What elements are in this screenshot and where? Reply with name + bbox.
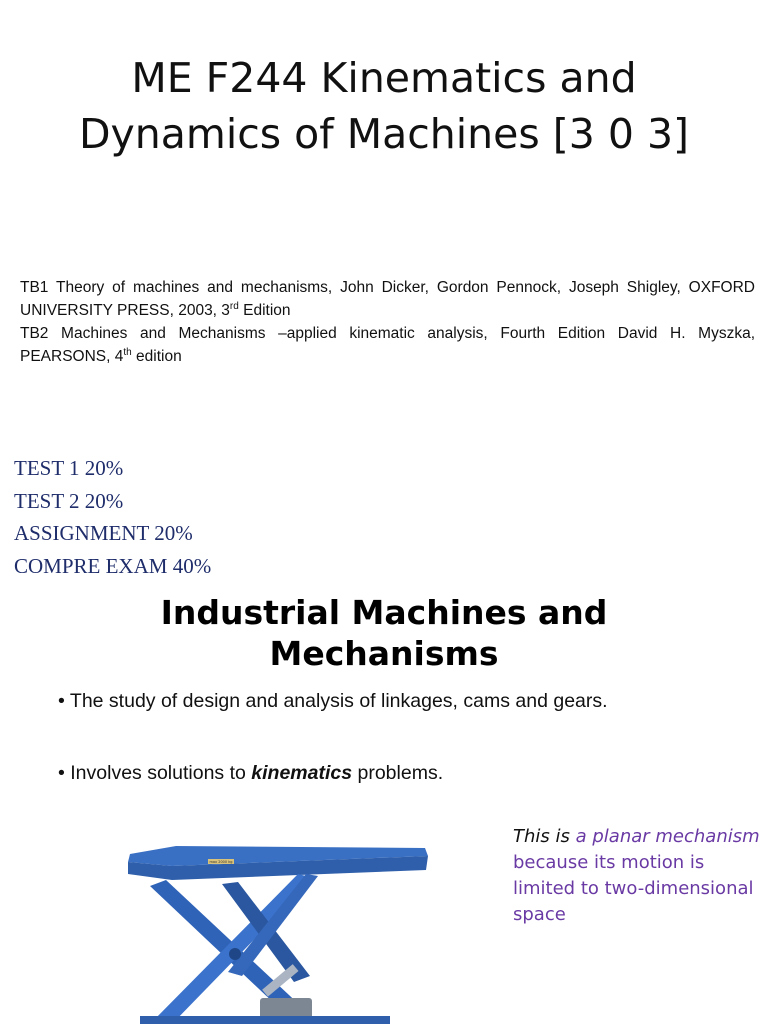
- grading-item-test2: TEST 2 20%: [14, 488, 124, 513]
- bullet-item-kinematics: • Involves solutions to kinematics problems.: [58, 762, 444, 784]
- grading-item-assignment: ASSIGNMENT 20%: [14, 521, 193, 545]
- textbook-references: [20, 276, 755, 368]
- reference-tb1: TB1 Theory of machines and mechanisms, John Dicker, Gordon Pennock, Joseph Shigley, OXFORD UNIVERSITY PRESS, 2003, 3rd Edition: [20, 279, 755, 319]
- bullet-item-study: • The study of design and analysis of linkages, cams and gears.: [58, 690, 608, 712]
- pivot-joint: [229, 948, 241, 960]
- reference-tb2: TB2 Machines and Mechanisms –applied kinematic analysis, Fourth Edition David H. Myszka, PEARSONS, 4th edition: [20, 325, 755, 365]
- grading-scheme: [14, 452, 211, 582]
- kinematics-keyword: kinematics: [251, 762, 353, 784]
- planar-mechanism-note: This is a planar mechanism because its motion is limited to two-dimensional space: [513, 826, 760, 925]
- scissor-lift-image: [110, 826, 450, 1024]
- svg-text:max 2000 kg: max 2000 kg: [209, 860, 233, 864]
- section-heading: Industrial Machines and Mechanisms: [160, 593, 608, 673]
- slide-title: ME F244 Kinematics and Dynamics of Machines [3 0 3]: [78, 54, 690, 158]
- grading-item-compre: COMPRE EXAM 40%: [14, 553, 212, 578]
- grading-item-test1: TEST 1 20%: [14, 456, 124, 480]
- lift-base: [140, 1016, 390, 1024]
